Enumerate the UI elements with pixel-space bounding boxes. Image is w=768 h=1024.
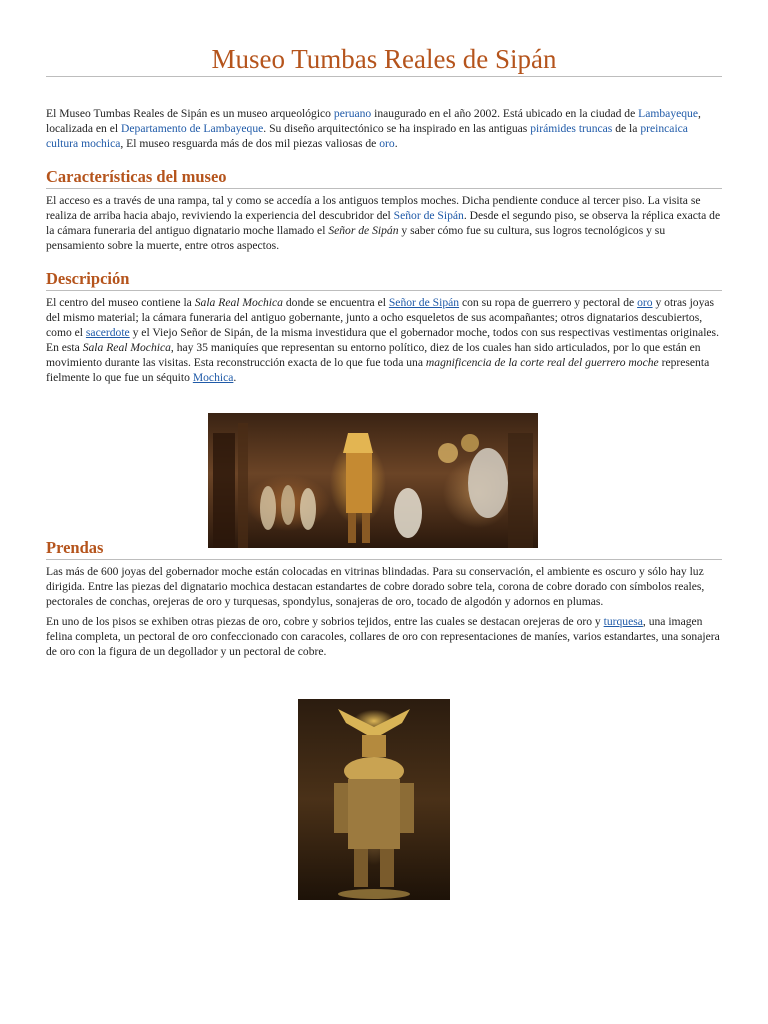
caracteristicas-section (46, 167, 722, 253)
document-content (46, 42, 722, 658)
caracteristicas-paragraph (46, 193, 722, 253)
link-senor-de-sipan[interactable]: Señor de Sipán (388, 296, 460, 309)
page-title: Museo Tumbas Reales de Sipán (46, 42, 722, 77)
text: y otras joyas del mismo material; la cámara funeraria del antiguo gobernante, junto a ocho esqueletos de sus acompañantes; otros dignatarios descubiertos, como el (46, 296, 715, 339)
text: con su ropa de guerrero y pectoral de (459, 296, 638, 309)
text: . (233, 371, 237, 384)
text: inaugurado en el año 2002. Está ubicado en la ciudad de (371, 107, 639, 120)
text: y el Viejo Señor de Sipán, de la misma investidura que el gobernador moche, todos con sus respectivas vestimentas originales. En esta (46, 326, 719, 354)
text: y saber cómo fue su cultura, sus logros tecnológicos y su pensamiento sobre la muerte, entre otros aspectos. (46, 224, 666, 252)
link-lambayeque[interactable]: Lambayeque (638, 107, 698, 120)
text: . (394, 137, 398, 150)
link-cultura-mochica[interactable]: cultura mochica (46, 137, 121, 150)
link-oro[interactable]: oro (379, 137, 395, 150)
intro-paragraph (46, 106, 722, 151)
text: En uno de los pisos se exhiben otras piezas de oro, cobre y sobrios tejidos, entre las cuales se destacan orejeras de oro y (46, 615, 604, 628)
link-turquesa[interactable]: turquesa (603, 615, 643, 628)
prendas-paragraph-2 (46, 614, 722, 659)
text: , El museo resguarda más de dos mil piezas valiosas de (120, 137, 380, 150)
italic-text: magnificencia de la corte real del guerrero moche (425, 356, 659, 369)
heading-prendas: Prendas (46, 538, 722, 560)
italic-text: Sala Real Mochica (194, 296, 283, 309)
descripcion-paragraph (46, 295, 722, 385)
text: , hay 35 maniquíes que representan su entorno político, diez de los cuales han sido articulados, por lo que están en movimiento durante las visitas. Esta reconstrucción exacta de lo que fue toda una (46, 341, 701, 369)
link-sacerdote[interactable]: sacerdote (85, 326, 130, 339)
text: . Su diseño arquitectónico se ha inspirado en las antiguas (263, 122, 531, 135)
link-departamento-lambayeque[interactable]: Departamento de Lambayeque (121, 122, 264, 135)
moche-warrior-illustration (298, 699, 450, 900)
link-oro[interactable]: oro (637, 296, 653, 309)
sala-real-mochica-photo (208, 413, 538, 548)
prendas-section (46, 538, 722, 659)
heading-descripcion: Descripción (46, 269, 722, 291)
text: El centro del museo contiene la (46, 296, 195, 309)
italic-text: Señor de Sipán (328, 224, 399, 237)
link-peruano[interactable]: peruano (333, 107, 372, 120)
intro-section (46, 106, 722, 151)
sala-real-mochica-illustration (208, 413, 538, 548)
link-preincaica[interactable]: preincaica (640, 122, 688, 135)
text: , localizada en el (46, 107, 701, 135)
link-piramides-truncas[interactable]: pirámides truncas (530, 122, 613, 135)
text: El acceso es a través de una rampa, tal y como se accedía a los antiguos templos moches. Dicha pendiente conduce al tercer piso. La visita se realiza de arriba hacia abajo, reviviendo la experiencia del descubridor del (46, 194, 701, 222)
text: . Desde el segundo piso, se observa la réplica exacta de la cámara funeraria del antiguo dignatario moche llamado el (46, 209, 721, 237)
link-mochica[interactable]: Mochica (192, 371, 234, 384)
text: donde se encuentra el (282, 296, 389, 309)
link-senor-de-sipan[interactable]: Señor de Sipán (393, 209, 464, 222)
text: El Museo Tumbas Reales de Sipán es un museo arqueológico (46, 107, 334, 120)
prendas-paragraph-1: Las más de 600 joyas del gobernador moche están colocadas en vitrinas blindadas. Para su conservación, el ambiente es oscuro y sólo hay luz dirigida. Entre las piezas del dignatario mochica destacan estandartes de cobre dorado sobre tela, corona de cobre dorado con símbolos reales, pectorales de conchas, orejeras de oro y turquesas, spondylus, sonajeras de oro, tocado de algodón y adornos en plumas. (46, 565, 705, 608)
text: , una imagen felina completa, un pectoral de oro confeccionado con caracoles, collares de oro con representaciones de maníes, varios estandartes, una sonajera de oro con la figura de un degollador y un pectoral de cobre. (46, 615, 720, 658)
descripcion-section (46, 269, 722, 385)
italic-text: Sala Real Mochica (82, 341, 171, 354)
moche-warrior-costume-photo (298, 699, 450, 900)
text: de la (612, 122, 641, 135)
text: representa fielmente lo que fue un séquito (46, 356, 710, 384)
heading-caracteristicas: Características del museo (46, 167, 722, 189)
